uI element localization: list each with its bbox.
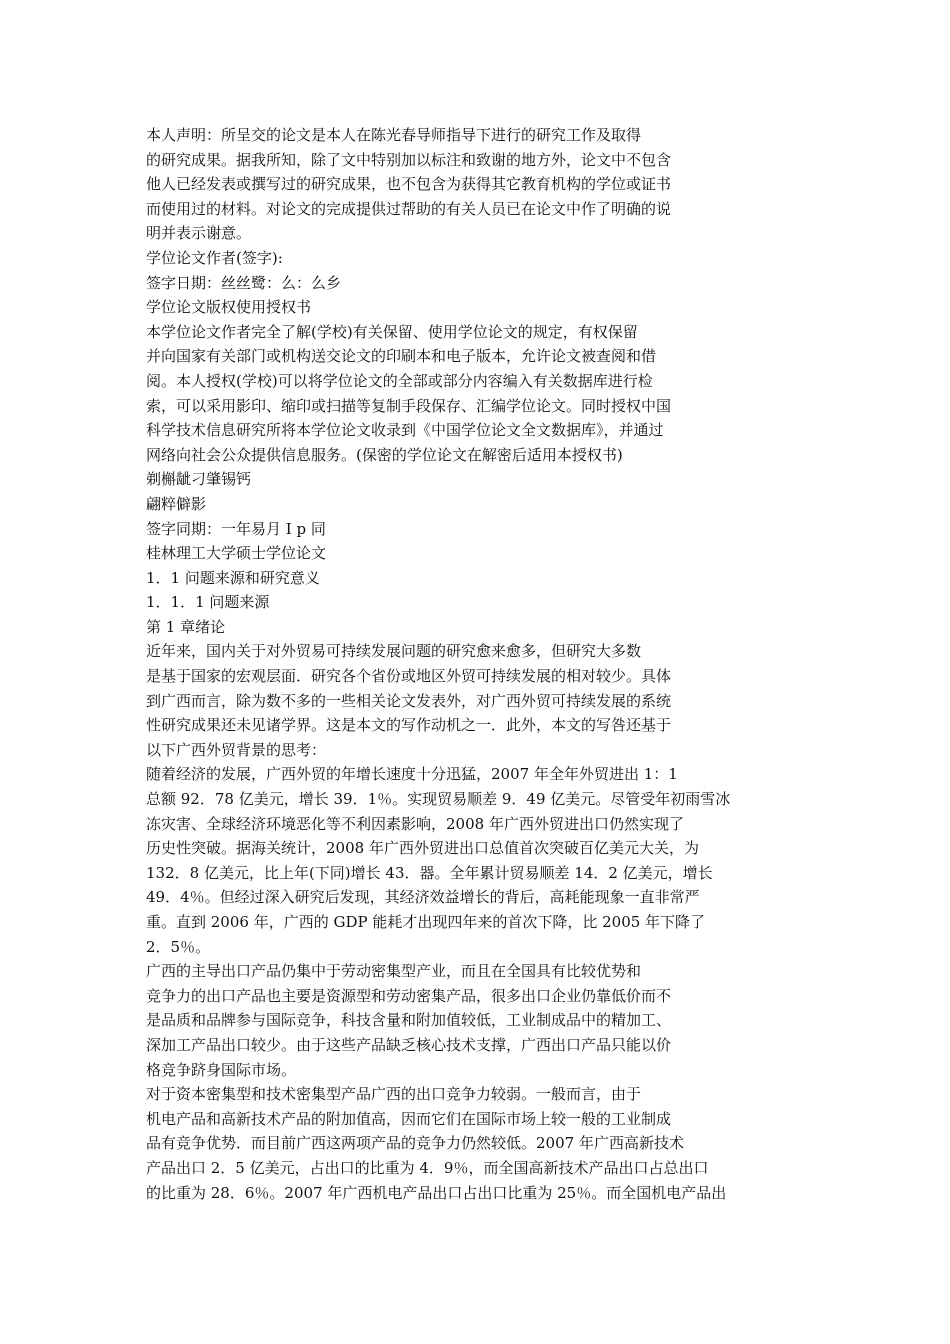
text-line: 对于资本密集型和技术密集型产品广西的出口竞争力较弱。一般而言，由于 (146, 1085, 642, 1104)
text-line: 以下广西外贸背景的思考： (146, 740, 327, 759)
text-line: 总额 92．78 亿美元，增长 39．1％。实现贸易顺差 9．49 亿美元。尽管受年初雨雪冰 (146, 790, 731, 809)
text-line: 明并表示谢意。 (146, 224, 252, 243)
text-line: 网络向社会公众提供信息服务。(保密的学位论文在解密后适用本授权书) (146, 445, 623, 464)
section-heading: 桂林理工大学硕士学位论文 (146, 544, 327, 563)
text-line: 翩粹僻影 (146, 494, 207, 513)
text-line: 索，可以采用影印、缩印或扫描等复制手段保存、汇编学位论文。同时授权中国 (146, 396, 672, 415)
text-line: 本学位论文作者完全了解(学校)有关保留、使用学位论文的规定，有权保留 (146, 322, 638, 341)
text-line: 是基于国家的宏观层面．研究各个省份或地区外贸可持续发展的相对较少。具体 (146, 667, 672, 686)
text-line: 近年来，国内关于对外贸易可持续发展问题的研究愈来愈多，但研究大多数 (146, 642, 642, 661)
text-line: 格竞争跻身国际市场。 (146, 1060, 297, 1079)
text-line: 2．5％。 (146, 937, 211, 956)
text-line: 机电产品和高新技术产品的附加值高，因而它们在国际市场上较一般的工业制成 (146, 1109, 672, 1128)
section-heading: 1．1 问题来源和研究意义 (146, 568, 320, 587)
text-line: 到广西而言，除为数不多的一些相关论文发表外，对广西外贸可持续发展的系统 (146, 691, 672, 710)
text-line: 科学技术信息研究所将本学位论文收录到《中国学位论文全文数据库》，并通过 (146, 421, 664, 440)
text-line: 学位论文作者(签字): (146, 248, 283, 267)
text-line: 阅。本人授权(学校)可以将学位论文的全部或部分内容编入有关数据库进行检 (146, 371, 653, 390)
text-line: 竞争力的出口产品也主要是资源型和劳动密集产品，很多出口企业仍靠低价而不 (146, 986, 672, 1005)
text-line: 签字同期：一年易月 I p 同 (146, 519, 326, 538)
text-line: 的研究成果。据我所知，除了文中特别加以标注和致谢的地方外，论文中不包含 (146, 150, 672, 169)
section-heading: 1．1．1 问题来源 (146, 593, 270, 612)
text-line: 本人声明：所呈交的论文是本人在陈光春导师指导下进行的研究工作及取得 (146, 126, 642, 144)
text-line: 的比重为 28．6％。2007 年广西机电产品出口占出口比重为 25％。而全国机电产品出 (146, 1183, 727, 1202)
text-line: 而使用过的材料。对论文的完成提供过帮助的有关人员已在论文中作了明确的说 (146, 199, 672, 218)
text-line: 性研究成果还未见诸学界。这是本文的写作动机之一．此外，本文的写咎还基于 (146, 716, 672, 735)
text-line: 历史性突破。据海关统计，2008 年广西外贸进出口总值首次突破百亿美元大关，为 (146, 839, 699, 858)
text-line: 产品出口 2．5 亿美元，占出口的比重为 4．9％，而全国高新技术产品出口占总出口 (146, 1158, 709, 1177)
section-heading: 学位论文版权使用授权书 (146, 298, 312, 317)
chapter-heading: 第 1 章绪论 (146, 617, 226, 636)
text-line: 深加工产品出口较少。由于这些产品缺乏核心技术支撑，广西出口产品只能以价 (146, 1035, 672, 1054)
text-line: 剃槲龇刁肇锡钙 (146, 470, 252, 489)
text-line: 他人已经发表或撰写过的研究成果，也不包含为获得其它教育机构的学位或证书 (146, 175, 672, 194)
text-line: 49．4％。但经过深入研究后发现，其经济效益增长的背后，高耗能现象一直非常严 (146, 888, 700, 907)
text-line: 重。直到 2006 年，广西的 GDP 能耗才出现四年来的首次下降，比 2005 年下降了 (146, 913, 706, 931)
document-page (146, 123, 786, 1205)
text-line: 132．8 亿美元，比上年(下同)增长 43．器。全年累计贸易顺差 14．2 亿美元，增长 (146, 863, 713, 882)
text-line: 随着经济的发展，广西外贸的年增长速度十分迅猛，2007 年全年外贸进出 1：1 (146, 765, 678, 784)
text-line: 并向国家有关部门或机构送交论文的印刷本和电子版本，允许论文被查阅和借 (146, 347, 657, 366)
text-line: 冻灾害、全球经济环境恶化等不利因素影响，2008 年广西外贸进出口仍然实现了 (146, 814, 684, 833)
text-line: 品有竞争优势．而目前广西这两项产品的竞争力仍然较低。2007 年广西高新技术 (146, 1134, 684, 1153)
text-line: 是品质和品牌参与国际竞争，科技含量和附加值较低，工业制成品中的精加工、 (146, 1011, 672, 1030)
text-line: 签字日期：丝丝鹭：么：么乡 (146, 273, 342, 292)
text-line: 广西的主导出口产品仍集中于劳动密集型产业，而且在全国具有比较优势和 (146, 962, 642, 981)
